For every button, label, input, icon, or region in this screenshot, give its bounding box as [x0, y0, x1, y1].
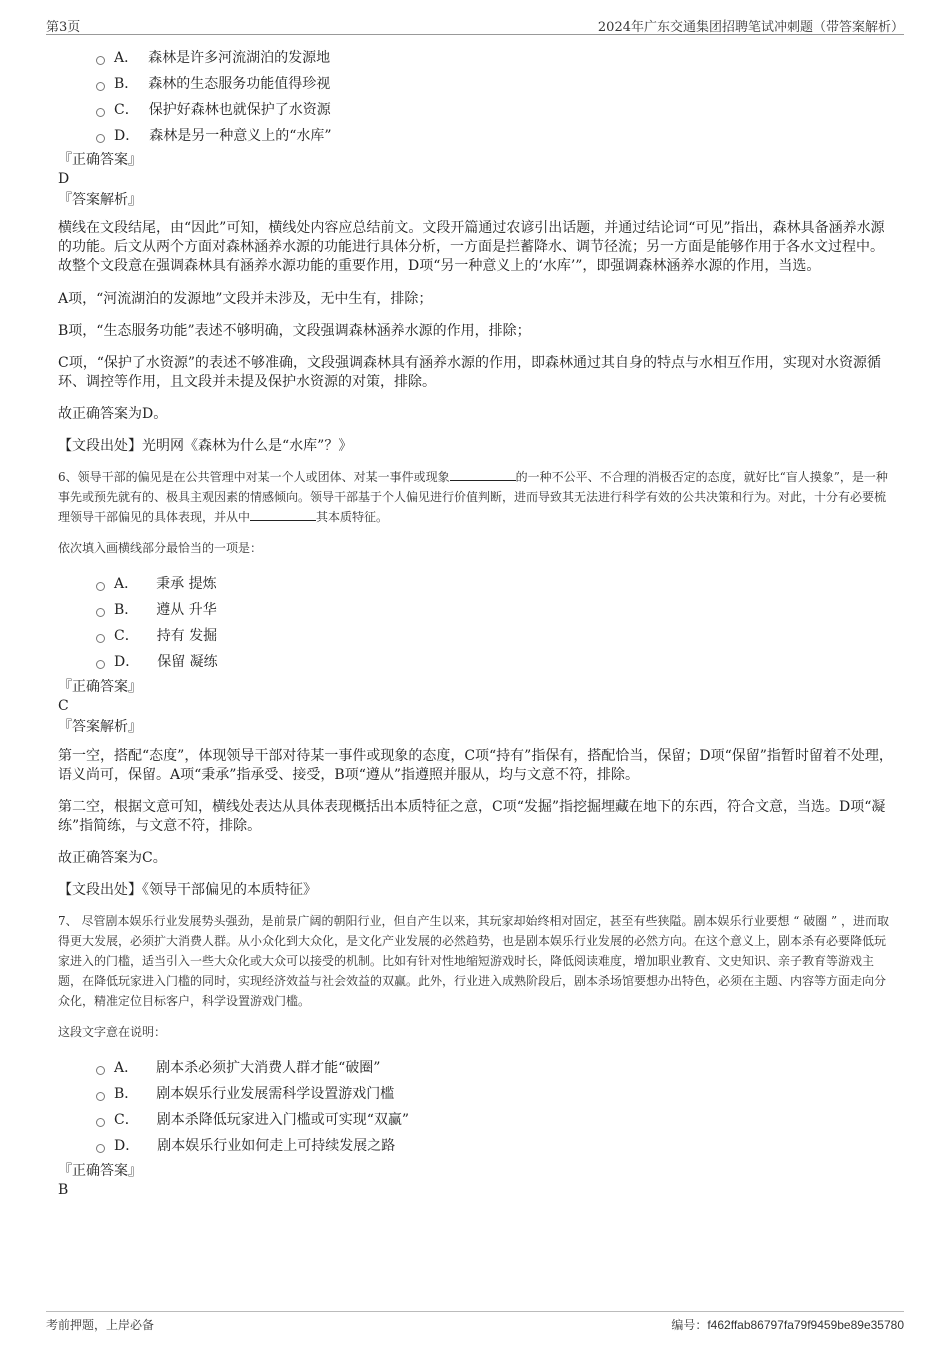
- q5-options: [96, 44, 893, 148]
- q7-option-b[interactable]: B． 剧本娱乐行业发展需科学设置游戏门槛: [96, 1080, 893, 1106]
- q5-analysis-para: 横线在文段结尾，由“因此”可知，横线处内容应总结前文。文段开篇通过农谚引出话题，并通过结论词“可见”指出，森林具备涵养水源的功能。后文从两个方面对森林涵养水源的功能进行具体分析，一方面是拦蓄降水、调节径流；另一方面是能够作用于各水文过程中。故整个文段意在强调森林具有涵养水源功能的重要作用，D项“另一种意义上的‘水库’”，即强调森林涵养水源的作用，当选。: [58, 220, 885, 274]
- q5-answer: D: [58, 171, 70, 187]
- q5-analysis-para: 故正确答案为D。: [58, 406, 168, 422]
- q5-option-c[interactable]: C． 保护好森林也就保护了水资源: [96, 96, 893, 122]
- q6-analysis-para: 故正确答案为C。: [58, 850, 167, 866]
- q6-prompt: 依次填入画横线部分最恰当的一项是：: [58, 541, 263, 555]
- q7-prompt: 这段文字意在说明：: [58, 1025, 167, 1039]
- radio-icon[interactable]: [96, 1092, 105, 1101]
- q6-analysis-para: 第一空，搭配“态度”，体现领导干部对待某一事件或现象的态度，C项“持有”指保有，搭配恰当，保留；D项“保留”指暂时留着不处理，语义尚可，保留。A项“秉承”指承受、接受，B项“遵从”指遵照并服从，均与文意不符，排除。: [58, 748, 893, 783]
- q7-answer-label: 『正确答案』: [58, 1163, 142, 1179]
- q5-option-b[interactable]: B． 森林的生态服务功能值得珍视: [96, 70, 893, 96]
- q7-answer: B: [58, 1182, 69, 1198]
- radio-icon[interactable]: [96, 608, 105, 617]
- page-number: 第3页: [46, 20, 81, 35]
- q5-option-a[interactable]: A． 森林是许多河流湖泊的发源地: [96, 44, 893, 70]
- q6-stem: 6、领导干部的偏见是在公共管理中对某一个人或团体、对某一事件或现象 的一种不公平、不合理的消极否定的态度，就好比“盲人摸象”，是一种事先或预先就有的、极具主观因素的情感倾向。领导干部基于个人偏见进行价值判断，进而导致其无法进行科学有效的公共决策和行为。对此，十分有必要梳理领导干部偏见的具体表现，并从中 其本质特征。: [58, 470, 888, 524]
- q7-options: [96, 1054, 893, 1158]
- radio-icon[interactable]: [96, 108, 105, 117]
- q5-analysis-para: B项，“生态服务功能”表述不够明确，文段强调森林涵养水源的作用，排除；: [58, 323, 531, 339]
- q7-option-c[interactable]: C． 剧本杀降低玩家进入门槛或可实现“双赢”: [96, 1106, 893, 1132]
- page-header: [46, 14, 904, 35]
- radio-icon[interactable]: [96, 1144, 105, 1153]
- q6-option-a[interactable]: A． 秉承 提炼: [96, 570, 893, 596]
- document-title: 2024年广东交通集团招聘笔试冲刺题（带答案解析）: [597, 20, 904, 35]
- q7-option-d[interactable]: D． 剧本娱乐行业如何走上可持续发展之路: [96, 1132, 893, 1158]
- q5-option-d[interactable]: D． 森林是另一种意义上的“水库”: [96, 122, 893, 148]
- q6-option-d[interactable]: D． 保留 凝练: [96, 648, 893, 674]
- q6-source: 【文段出处】《领导干部偏见的本质特征》: [58, 882, 317, 898]
- q6-options: [96, 570, 893, 674]
- q5-analysis-label: 『答案解析』: [58, 192, 142, 208]
- radio-icon[interactable]: [96, 82, 105, 91]
- answer-blank: [250, 508, 316, 521]
- page-content: [58, 44, 893, 1200]
- radio-icon[interactable]: [96, 634, 105, 643]
- footer-slogan: 考前押题，上岸必备: [46, 1318, 155, 1332]
- q7-option-a[interactable]: A． 剧本杀必须扩大消费人群才能“破圈”: [96, 1054, 893, 1080]
- q6-analysis-para: 第二空，根据文意可知，横线处表达从具体表现概括出本质特征之意，C项“发掘”指挖掘埋藏在地下的东西，符合文意，当选。D项“凝练”指简练，与文意不符，排除。: [58, 799, 886, 834]
- q6-option-b[interactable]: B． 遵从 升华: [96, 596, 893, 622]
- radio-icon[interactable]: [96, 660, 105, 669]
- radio-icon[interactable]: [96, 582, 105, 591]
- q6-answer-label: 『正确答案』: [58, 679, 142, 695]
- q5-analysis-para: A项，“河流湖泊的发源地”文段并未涉及，无中生有，排除；: [58, 291, 433, 307]
- radio-icon[interactable]: [96, 56, 105, 65]
- radio-icon[interactable]: [96, 134, 105, 143]
- document-code: 编号：f462ffab86797fa79f9459be89e35780: [671, 1318, 904, 1332]
- radio-icon[interactable]: [96, 1066, 105, 1075]
- q5-analysis-para: C项，“保护了水资源”的表述不够准确，文段强调森林具有涵养水源的作用，即森林通过其自身的特点与水相互作用，实现对水资源循环、调控等作用，且文段并未提及保护水资源的对策，排除。: [58, 355, 882, 390]
- q5-source: 【文段出处】光明网《森林为什么是“水库”？》: [58, 438, 353, 454]
- q7-stem: 7、 尽管剧本娱乐行业发展势头强劲，是前景广阔的朝阳行业，但自产生以来，其玩家却始终相对固定，甚至有些狭隘。剧本娱乐行业要想 “ 破圈 ” ，进而取得更大发展，必须扩大消费人群。从小众化到大众化，是文化产业发展的必然趋势，也是剧本娱乐行业发展的必然方向。在这个意义上，剧本杀有必要降低玩家进入的门槛，适当引入一些大众化或大众可以接受的机制。比如有针对性地缩短游戏时长，降低阅读难度，增加职业教育、文史知识、亲子教育等游戏主题，在降低玩家进入门槛的同时，实现经济效益与社会效益的双赢。此外，行业进入成熟阶段后，剧本杀场馆要想办出特色，必须在主题、内容等方面走向分众化，精准定位目标客户，科学设置游戏门槛。: [58, 914, 889, 1008]
- page-footer: [46, 1311, 904, 1332]
- q6-answer: C: [58, 698, 69, 714]
- answer-blank: [450, 468, 516, 481]
- q6-option-c[interactable]: C． 持有 发掘: [96, 622, 893, 648]
- q6-analysis-label: 『答案解析』: [58, 719, 142, 735]
- radio-icon[interactable]: [96, 1118, 105, 1127]
- q5-answer-label: 『正确答案』: [58, 152, 142, 168]
